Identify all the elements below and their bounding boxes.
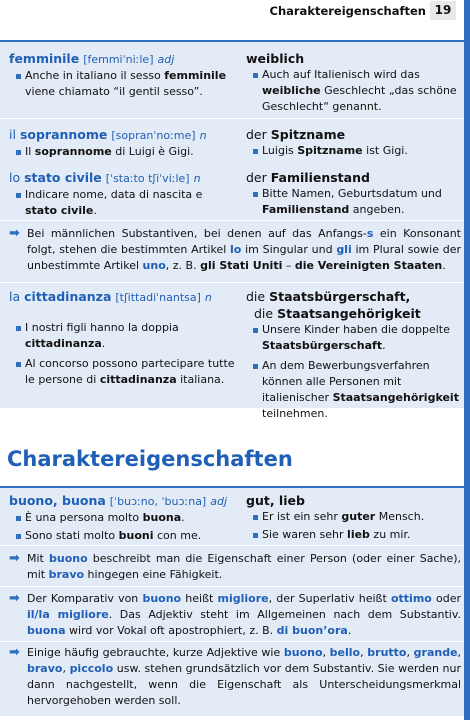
phonetics: [femmiˈniːle] bbox=[83, 53, 154, 66]
section-title: Charaktereigenschaften bbox=[7, 447, 293, 471]
separator bbox=[0, 40, 464, 42]
arrow-right-icon: ➡ bbox=[9, 591, 20, 606]
word-class: n bbox=[204, 291, 212, 304]
example-de: An dem Bewerbungsverfahren können alle Personen mit italienischer Staatsangehörigkeit teilnehmen. bbox=[246, 358, 461, 422]
separator bbox=[0, 545, 464, 546]
example-it: Sono stati molto buoni con me. bbox=[9, 528, 237, 544]
translation: Familienstand bbox=[270, 170, 370, 185]
entry-femminile-it bbox=[9, 50, 237, 100]
phonetics: [ˈbuɔːno, ˈbuɔːna] bbox=[109, 495, 207, 508]
entry-femminile-de bbox=[246, 50, 461, 115]
separator bbox=[0, 220, 464, 221]
example-it: Il soprannome di Luigi è Gigi. bbox=[9, 144, 237, 160]
entry-cittadinanza-de bbox=[246, 288, 461, 422]
article: die bbox=[254, 306, 274, 321]
example-de: Luigis Spitzname ist Gigi. bbox=[246, 143, 461, 159]
headword: femminile bbox=[9, 51, 80, 66]
article: die bbox=[246, 289, 266, 304]
running-title: Charaktereigenschaften bbox=[269, 4, 426, 18]
example-it: Indicare nome, data di nascita e stato civile. bbox=[9, 187, 237, 219]
grammar-note: ➡ Der Komparativ von buono heißt migliore, der Superlativ heißt ottimo oder il/la migliore. Das Adjektiv steht im Allgemeinen nach dem Substantiv. buona wird vor Vokal oft apostrophiert, z. B. di buon’ora. bbox=[9, 591, 462, 637]
headword: buono, buona bbox=[9, 493, 106, 508]
entry-stato-civile-it bbox=[9, 169, 237, 219]
page-edge-bar bbox=[464, 0, 470, 720]
entry-stato-civile-de bbox=[246, 169, 461, 218]
separator bbox=[0, 586, 464, 587]
page-number: 19 bbox=[430, 1, 456, 20]
arrow-right-icon: ➡ bbox=[9, 551, 20, 566]
word-class: adj bbox=[157, 53, 175, 66]
headword: soprannome bbox=[19, 127, 108, 142]
translation: Spitzname bbox=[270, 127, 346, 142]
separator bbox=[0, 118, 464, 119]
translation: weiblich bbox=[246, 51, 305, 66]
word-class: n bbox=[193, 172, 201, 185]
grammar-note: ➡ Einige häufig gebrauchte, kurze Adjektive wie buono, bello, brutto, grande, bravo, piccolo usw. stehen grundsätzlich vor dem Substantiv. Sie werden nur dann nachgestellt, wenn die Eigenschaft als Unterscheidungsmerkmal hervorgehoben werden soll. bbox=[9, 645, 462, 707]
entry-buono-de bbox=[246, 492, 461, 543]
entry-buono-it bbox=[9, 492, 237, 544]
separator bbox=[0, 282, 464, 283]
word-class: n bbox=[199, 129, 207, 142]
example-de: Er ist ein sehr guter Mensch. bbox=[246, 509, 461, 525]
entry-cittadinanza-it bbox=[9, 288, 237, 388]
headword: stato civile bbox=[24, 170, 102, 185]
example-it: I nostri figli hanno la doppia cittadinanza. bbox=[9, 320, 237, 352]
translation: Staatsangehörigkeit bbox=[277, 306, 421, 321]
arrow-right-icon: ➡ bbox=[9, 645, 20, 660]
grammar-note: ➡ Bei männlichen Substantiven, bei denen auf das Anfangs-s ein Konsonant folgt, stehen die bestimmten Artikel lo im Singular und gli im Plural sowie der unbestimmte Artikel uno, z. B. gli Stati Uniti – die Vereinigten Staaten. bbox=[9, 226, 461, 272]
entry-soprannome-de bbox=[246, 126, 461, 159]
translation: Staatsbürgerschaft, bbox=[269, 289, 411, 304]
separator bbox=[0, 641, 464, 642]
translation: gut, lieb bbox=[246, 493, 305, 508]
separator bbox=[0, 486, 464, 488]
grammar-note: ➡ Mit buono beschreibt man die Eigenschaft einer Person (oder einer Sache), mit bravo hingegen eine Fähigkeit. bbox=[9, 551, 462, 581]
example-it: Al concorso possono partecipare tutte le persone di cittadinanza italiana. bbox=[9, 356, 237, 388]
article: il bbox=[9, 127, 16, 142]
article: la bbox=[9, 289, 21, 304]
headword: cittadinanza bbox=[24, 289, 112, 304]
page-header bbox=[0, 0, 464, 22]
phonetics: [ˈstaːto tʃiˈviːle] bbox=[105, 172, 190, 185]
article: der bbox=[246, 170, 267, 185]
example-it: È una persona molto buona. bbox=[9, 510, 237, 526]
word-class: adj bbox=[210, 495, 227, 508]
article: der bbox=[246, 127, 267, 142]
article: lo bbox=[9, 170, 21, 185]
example-de: Sie waren sehr lieb zu mir. bbox=[246, 527, 461, 543]
arrow-right-icon: ➡ bbox=[9, 226, 20, 241]
example-it: Anche in italiano il sesso femminile viene chiamato “il gentil sesso”. bbox=[9, 68, 237, 100]
example-de: Bitte Namen, Geburtsdatum und Familienstand angeben. bbox=[246, 186, 461, 218]
example-de: Unsere Kinder haben die doppelte Staatsbürgerschaft. bbox=[246, 322, 461, 354]
phonetics: [sopranˈnoːme] bbox=[111, 129, 196, 142]
phonetics: [tʃittadiˈnantsa] bbox=[115, 291, 201, 304]
example-de: Auch auf Italienisch wird das weibliche Geschlecht „das schöne Geschlecht“ genannt. bbox=[246, 67, 461, 115]
entry-soprannome-it bbox=[9, 126, 237, 160]
